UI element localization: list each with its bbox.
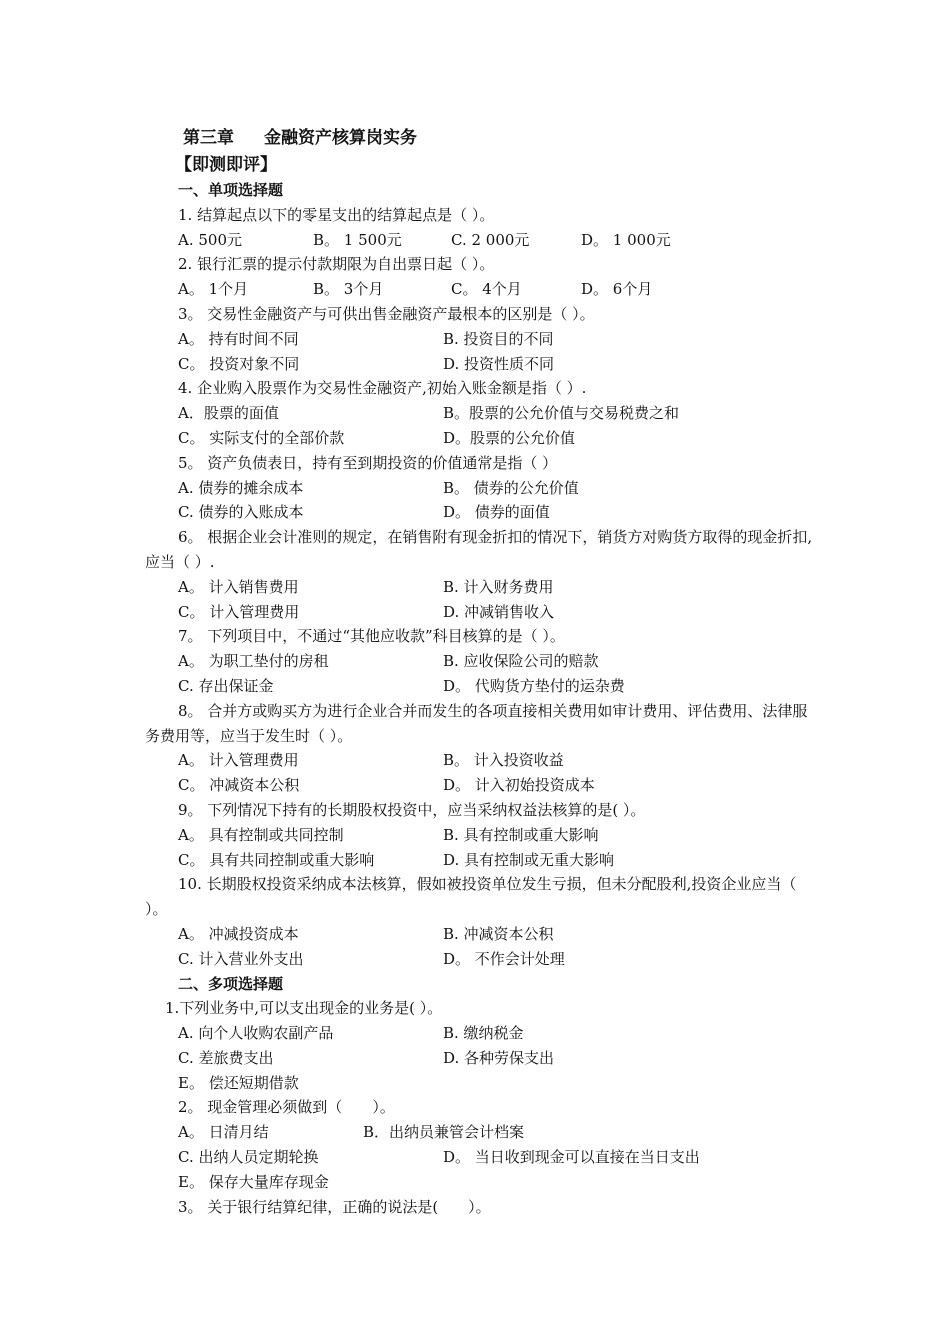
option: C. 差旅费支出: [178, 1048, 274, 1067]
question-stem: 1. 结算起点以下的零星支出的结算起点是（ ）。: [178, 205, 495, 224]
option: D。 当日收到现金可以直接在当日支出: [443, 1148, 700, 1167]
option-row: [145, 823, 815, 848]
option-row: [145, 947, 815, 972]
option-row: [145, 848, 815, 873]
question-stem: 3。 交易性金融资产与可供出售金融资产最根本的区别是（ ）。: [178, 304, 595, 323]
option-row: [145, 401, 815, 426]
quiz-subheading: 【即测即评】: [175, 155, 277, 175]
option-row: [145, 575, 815, 600]
option: B。股票的公允价值与交易税费之和: [443, 404, 680, 423]
option: C。 实际支付的全部价款: [178, 428, 345, 447]
option-row: [145, 352, 815, 377]
question-stem: 3。 关于银行结算纪律，正确的说法是( ）。: [178, 1197, 491, 1216]
option: A。 计入管理费用: [178, 751, 299, 770]
question-stem: 5。 资产负债表日，持有至到期投资的价值通常是指（ ）: [178, 453, 558, 472]
option: B. 具有控制或重大影响: [443, 825, 599, 844]
option: B. 缴纳税金: [443, 1024, 524, 1043]
option: A. 债券的摊余成本: [178, 478, 304, 497]
chapter-name: 金融资产核算岗实务: [264, 128, 417, 148]
question-stem: 7。 下列项目中，不通过“其他应收款”科目核算的是（ ）。: [178, 627, 565, 646]
option: D。 不作会计处理: [443, 949, 565, 968]
option-row: [145, 922, 815, 947]
option-row: [145, 773, 815, 798]
option: B。 3个月: [313, 280, 384, 299]
section-heading-single-choice: 一、单项选择题: [178, 181, 284, 199]
option: A. 500元: [178, 230, 242, 249]
option: C. 债券的入账成本: [178, 503, 304, 522]
option: B. 冲减资本公积: [443, 924, 554, 943]
option: A。 具有控制或共同控制: [178, 825, 344, 844]
question-stem: 1.下列业务中,可以支出现金的业务是( ）。: [165, 999, 443, 1018]
option: A．股票的面值: [178, 404, 279, 423]
option: D. 投资性质不同: [443, 354, 555, 373]
option-row: [145, 600, 815, 625]
option: C。 冲减资本公积: [178, 776, 300, 795]
question-stem: 10. 长期股权投资采纳成本法核算，假如被投资单位发生亏损，但未分配股利,投资企业应当（ ）。: [145, 875, 797, 919]
option: D. 各种劳保支出: [443, 1048, 555, 1067]
question-stem: 2. 银行汇票的提示付款期限为自出票日起（ ）。: [178, 255, 495, 274]
option: B. 投资目的不同: [443, 329, 554, 348]
option: B. 应收保险公司的赔款: [443, 652, 599, 671]
option: C. 存出保证金: [178, 676, 274, 695]
option: C. 出纳人员定期轮换: [178, 1148, 319, 1167]
option: D. 具有控制或无重大影响: [443, 850, 615, 869]
option: D。 6个月: [581, 280, 653, 299]
option-row: [145, 1145, 815, 1170]
option: A。 计入销售费用: [178, 577, 299, 596]
option: A。 为职工垫付的房租: [178, 652, 329, 671]
question-stem: 8。 合并方或购买方为进行企业合并而发生的各项直接相关费用如审计费用、评估费用、法律服务费用等，应当于发生时（ ）。: [145, 701, 808, 745]
option: B。 1 500元: [313, 230, 402, 249]
option-row: [145, 1170, 815, 1195]
option: A。 持有时间不同: [178, 329, 299, 348]
option: C。 4个月: [451, 280, 522, 299]
option: D。 代购货方垫付的运杂费: [443, 676, 625, 695]
option: A。 冲减投资成本: [178, 924, 299, 943]
question-stem: 2。 现金管理必须做到（ ）。: [178, 1098, 395, 1117]
option: E。 保存大量库存现金: [178, 1172, 329, 1191]
option-row: [145, 228, 815, 253]
option-row: [145, 649, 815, 674]
option-row: [145, 1021, 815, 1046]
option-row: [145, 327, 815, 352]
option-row: [145, 1046, 815, 1071]
option: B. 计入财务费用: [443, 577, 554, 596]
section-heading-multiple-choice: 二、多项选择题: [178, 974, 284, 993]
option: A. 向个人收购农副产品: [178, 1024, 334, 1043]
document-content: [145, 124, 815, 1219]
option: B。 债券的公允价值: [443, 478, 579, 497]
option: D。 计入初始投资成本: [443, 776, 595, 795]
option: C。 投资对象不同: [178, 354, 300, 373]
option-row: [145, 674, 815, 699]
option: D。 1 000元: [581, 230, 671, 249]
option-row: [145, 500, 815, 525]
option-row: [145, 426, 815, 451]
chapter-title: [183, 124, 815, 152]
option-row: [145, 476, 815, 501]
option-row: [145, 277, 815, 302]
option-row: [145, 748, 815, 773]
option-row: [145, 1071, 815, 1096]
question-stem: 6。 根据企业会计准则的规定，在销售附有现金折扣的情况下，销货方对购货方取得的现金折扣,应当（ ）.: [145, 528, 813, 571]
option: C. 计入营业外支出: [178, 949, 304, 968]
option: D。股票的公允价值: [443, 428, 576, 447]
question-stem: 4. 企业购入股票作为交易性金融资产,初始入账金额是指（ ）.: [178, 379, 587, 398]
option: B．出纳员兼管会计档案: [363, 1123, 525, 1142]
option: A。 1个月: [178, 280, 249, 299]
option: C. 2 000元: [451, 230, 530, 249]
option-row: [145, 1120, 815, 1145]
option: E。 偿还短期借款: [178, 1073, 299, 1092]
option: C。 计入管理费用: [178, 602, 300, 621]
option: A。 日清月结: [178, 1123, 269, 1142]
option: D。 债券的面值: [443, 503, 550, 522]
option: D. 冲减销售收入: [443, 602, 555, 621]
question-stem: 9。 下列情况下持有的长期股权投资中，应当采纳权益法核算的是( ）。: [178, 800, 646, 819]
option: C。 具有共同控制或重大影响: [178, 850, 375, 869]
chapter-number: 第三章: [183, 128, 234, 148]
option: B。 计入投资收益: [443, 751, 564, 770]
